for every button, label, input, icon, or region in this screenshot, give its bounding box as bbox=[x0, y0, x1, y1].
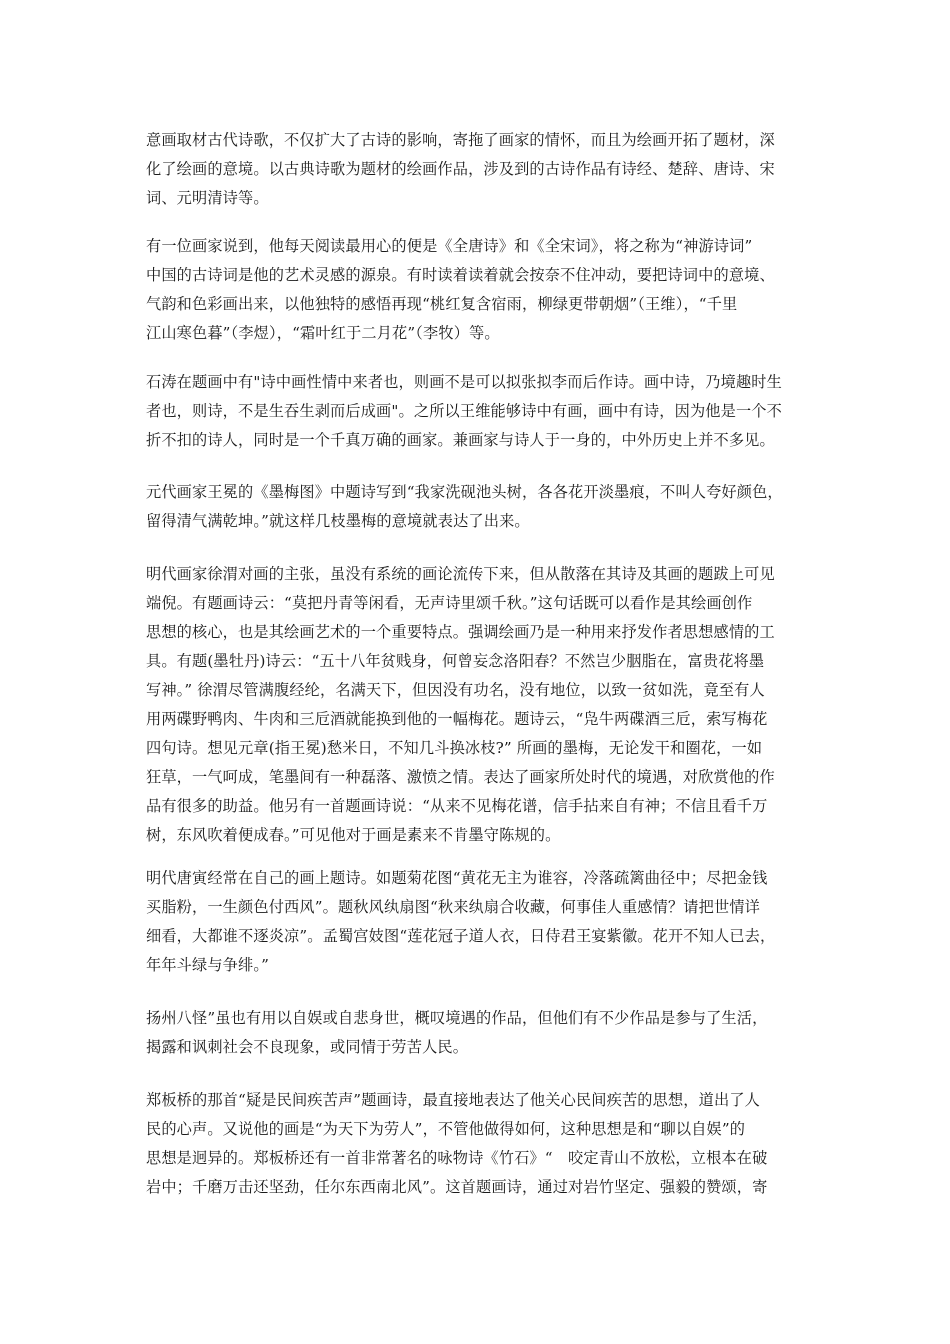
text-line: 狂草，一气呵成，笔墨间有一种磊落、激愤之情。表达了画家所处时代的境遇，对欣赏他的作 bbox=[146, 768, 775, 786]
text-line: 者也，则诗，不是生吞生剥而后成画"。之所以王维能够诗中有画，画中有诗，因为他是一个不 bbox=[146, 402, 782, 420]
paragraph-4 bbox=[146, 478, 806, 536]
text-line: 明代唐寅经常在自己的画上题诗。如题菊花图“黄花无主为谁容，冷落疏篱曲径中；尽把金钱 bbox=[146, 869, 768, 887]
text-line: 用两碟野鸭肉、牛肉和三卮酒就能换到他的一幅梅花。题诗云，“凫牛两碟酒三卮，索写梅花 bbox=[146, 710, 768, 728]
paragraph-2 bbox=[146, 232, 806, 348]
text-line: 买脂粉，一生颜色付西风”。题秋风纨扇图“秋来纨扇合收藏，何事佳人重感情？请把世情详 bbox=[146, 898, 760, 916]
text-line: 年年斗绿与争绯。” bbox=[146, 956, 270, 974]
text-line: 岩中；千磨万击还坚劲，任尔东西南北风”。这首题画诗，通过对岩竹坚定、强毅的赞颂，寄 bbox=[146, 1178, 768, 1196]
text-line: 揭露和讽刺社会不良现象，或同情于劳苦人民。 bbox=[146, 1038, 469, 1056]
paragraph-7 bbox=[146, 1004, 806, 1062]
text-line: 写神。” 徐渭尽管满腹经纶，名满天下，但因没有功名，没有地位，以致一贫如洗，竟至有人 bbox=[146, 681, 765, 699]
text-line: 中国的古诗词是他的艺术灵感的源泉。有时读着读着就会按奈不住冲动，要把诗词中的意境、 bbox=[146, 266, 775, 284]
text-line: 四句诗。想见元章(指王冕)愁米日，不知几斗换冰枝?” 所画的墨梅，无论发干和圈花，一如 bbox=[146, 739, 763, 757]
text-line: 思想是迥异的。郑板桥还有一首非常著名的咏物诗《竹石》“ 咬定青山不放松，立根本在破 bbox=[146, 1149, 768, 1167]
text-line: 细看，大都谁不逐炎凉”。孟蜀宫妓图“莲花冠子道人衣，日侍君王宴紫徽。花开不知人已去， bbox=[146, 927, 776, 945]
text-line: 端倪。有题画诗云：“莫把丹青等闲看，无声诗里颂千秋。”这句话既可以看作是其绘画创作 bbox=[146, 594, 753, 612]
paragraph-6 bbox=[146, 864, 806, 980]
text-line: 化了绘画的意境。以古典诗歌为题材的绘画作品，涉及到的古诗作品有诗经、楚辞、唐诗、宋 bbox=[146, 160, 775, 178]
text-line: 词、元明清诗等。 bbox=[146, 189, 269, 207]
paragraph-1 bbox=[146, 126, 806, 213]
text-line: 元代画家王冕的《墨梅图》中题诗写到“我家洗砚池头树，各各花开淡墨痕，不叫人夸好颜色， bbox=[146, 483, 783, 501]
text-line: 树，东风吹着便成春。”可见他对于画是素来不肯墨守陈规的。 bbox=[146, 826, 561, 844]
text-line: 郑板桥的那首“疑是民间疾苦声”题画诗，最直接地表达了他关心民间疾苦的思想，道出了人 bbox=[146, 1091, 760, 1109]
text-line: 扬州八怪”虽也有用以自娱或自悲身世，概叹境遇的作品，但他们有不少作品是参与了生活， bbox=[146, 1009, 768, 1027]
text-line: 气韵和色彩画出来，以他独特的感悟再现“桃红复含宿雨，柳绿更带朝烟”（王维），“千里 bbox=[146, 295, 738, 313]
text-line: 留得清气满乾坤。”就这样几枝墨梅的意境就表达了出来。 bbox=[146, 512, 530, 530]
text-line: 折不扣的诗人，同时是一个千真万确的画家。兼画家与诗人于一身的，中外历史上并不多见。 bbox=[146, 431, 775, 449]
text-line: 有一位画家说到，他每天阅读最用心的便是《全唐诗》和《全宋词》，将之称为“神游诗词” bbox=[146, 237, 753, 255]
text-line: 江山寒色暮”（李煜），“霜叶红于二月花”（李牧）等。 bbox=[146, 324, 500, 342]
paragraph-5 bbox=[146, 560, 806, 850]
text-line: 民的心声。又说他的画是“为天下为劳人”，不管他做得如何，这种思想是和“聊以自娱”的 bbox=[146, 1120, 746, 1138]
text-line: 意画取材古代诗歌，不仅扩大了古诗的影响，寄拖了画家的情怀，而且为绘画开拓了题材，深 bbox=[146, 131, 775, 149]
paragraph-8 bbox=[146, 1086, 806, 1202]
text-line: 明代画家徐渭对画的主张，虽没有系统的画论流传下来，但从散落在其诗及其画的题跋上可见 bbox=[146, 565, 775, 583]
text-line: 石涛在题画中有"诗中画性情中来者也，则画不是可以拟张拟李而后作诗。画中诗，乃境趣时生 bbox=[146, 373, 782, 391]
paragraph-3 bbox=[146, 368, 806, 455]
text-line: 品有很多的助益。他另有一首题画诗说：“从来不见梅花谱，信手拈来自有神；不信且看千万 bbox=[146, 797, 768, 815]
text-line: 具。有题(墨牡丹)诗云：“五十八年贫贱身，何曾妄念洛阳春？不然岂少胭脂在，富贵花将墨 bbox=[146, 652, 765, 670]
text-line: 思想的核心，也是其绘画艺术的一个重要特点。强调绘画乃是一种用来抒发作者思想感情的工 bbox=[146, 623, 775, 641]
